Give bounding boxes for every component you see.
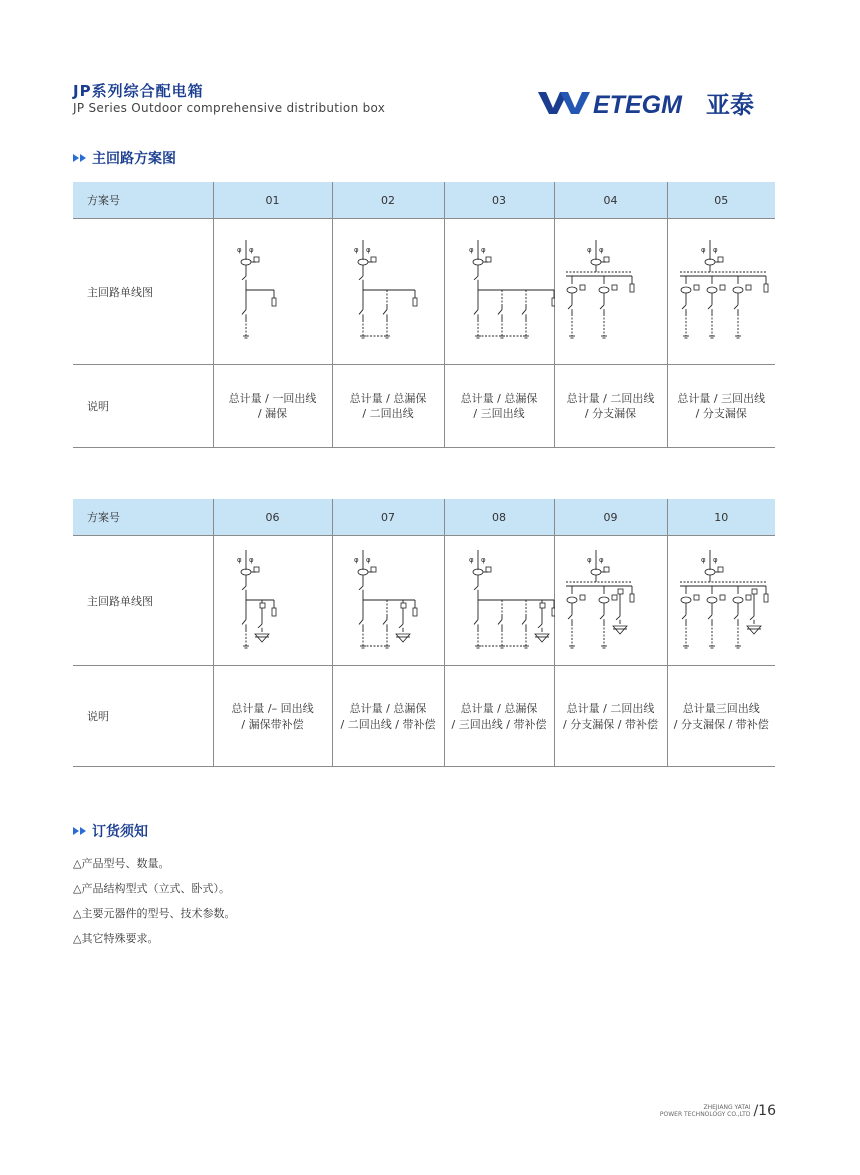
desc-line: / 分支漏保 / 带补偿: [563, 718, 658, 731]
arrester-icon: φ: [354, 245, 359, 254]
scheme-description: [554, 365, 667, 448]
circuit-diagram: [332, 536, 444, 666]
scheme-description: [332, 365, 444, 448]
wire-line: [474, 309, 478, 314]
scheme-no: 04: [554, 182, 667, 219]
list-item: △主要元器件的型号、技术参数。: [73, 907, 236, 920]
wire-line: [474, 619, 478, 624]
section-heading-order-notes: [73, 821, 148, 841]
svg-text:ETEGM: ETEGM: [593, 91, 682, 118]
scheme-no: 01: [213, 182, 332, 219]
meter-symbol: [604, 257, 609, 262]
wire-line: [359, 276, 363, 280]
arrester-icon: φ: [248, 245, 254, 254]
desc-label: 说明: [73, 666, 213, 767]
meter-symbol: [260, 603, 265, 608]
desc-line: / 三回出线: [473, 407, 525, 420]
ct-symbol: [733, 597, 743, 603]
capacitor-symbol: [396, 634, 410, 642]
arrester-icon: φ: [354, 555, 359, 564]
arrester-icon: φ: [468, 555, 474, 564]
meter-symbol: [486, 567, 491, 572]
arrester-icon: φ: [480, 555, 486, 564]
meter-symbol: [580, 595, 585, 600]
table-header-row: [73, 499, 775, 536]
arrester-icon: φ: [366, 555, 371, 564]
meter-symbol: [718, 567, 723, 572]
meter-symbol: [746, 285, 751, 290]
table-header-row: [73, 182, 775, 219]
scheme-no: 05: [667, 182, 775, 219]
circuit-diagram: [332, 219, 444, 365]
wire-line: [498, 619, 502, 624]
ct-symbol: [707, 597, 717, 603]
page-title: JP系列综合配电箱: [73, 82, 204, 100]
meter-symbol: [401, 603, 406, 608]
section-title: 订货须知: [92, 824, 148, 840]
meter-symbol: [694, 285, 699, 290]
circuit-diagram: [667, 536, 775, 666]
ct-symbol: [681, 287, 691, 293]
wire-line: [568, 614, 572, 618]
circuit-diagram: [444, 219, 554, 365]
arrester-icon: φ: [236, 555, 242, 564]
meter-symbol: [612, 595, 617, 600]
diagram-row: [73, 536, 775, 666]
circuit-diagram: [554, 536, 667, 666]
description-row: [73, 365, 775, 448]
list-item: △其它特殊要求。: [73, 932, 159, 945]
desc-line: / 漏保: [257, 407, 288, 420]
arrester-icon: φ: [366, 245, 371, 254]
list-item: △产品型号、数量。: [73, 857, 170, 870]
meter-symbol: [540, 603, 545, 608]
meter-symbol: [720, 595, 725, 600]
desc-line: / 分支漏保 / 带补偿: [673, 718, 769, 731]
ct-symbol: [733, 287, 743, 293]
arrester-icon: φ: [248, 555, 254, 564]
scheme-table-2: [73, 499, 775, 767]
wire-line: [600, 304, 604, 308]
wire-line: [242, 276, 246, 280]
arrester-icon: φ: [236, 245, 242, 254]
page-subtitle: JP Series Outdoor comprehensive distribution box: [73, 101, 386, 115]
double-arrow-icon: [73, 827, 86, 835]
fuse-symbol: [272, 608, 276, 616]
desc-line: 总计量 / 三回出线: [677, 392, 766, 405]
wire-line: [359, 309, 363, 314]
arrester-icon: φ: [598, 245, 604, 254]
capacitor-symbol: [613, 626, 627, 634]
meter-symbol: [720, 285, 725, 290]
scheme-description: [213, 365, 332, 448]
company-line: POWER TECHNOLOGY CO.,LTD: [659, 1111, 751, 1118]
wire-line: [682, 614, 686, 618]
wire-line: [242, 586, 246, 590]
wire-line: [474, 276, 478, 280]
ct-symbol: [707, 287, 717, 293]
desc-line: 总计量 / 总漏保: [349, 702, 427, 715]
wire-line: [383, 309, 387, 314]
wire-line: [734, 304, 738, 308]
wire-line: [522, 619, 526, 624]
scheme-description: [213, 666, 332, 767]
desc-line: 总计量三回出线: [682, 702, 760, 715]
capacitor-symbol: [535, 634, 549, 642]
company-line: ZHEJIANG YATAI: [703, 1104, 751, 1111]
ct-symbol: [567, 287, 577, 293]
meter-symbol: [752, 589, 757, 594]
capacitor-symbol: [747, 626, 761, 634]
wire-line: [568, 304, 572, 308]
meter-symbol: [371, 257, 376, 262]
brand-logo: [538, 86, 778, 118]
arrester-icon: φ: [712, 555, 718, 564]
arrester-icon: φ: [598, 555, 604, 564]
section-heading-main-circuit: [73, 148, 176, 168]
desc-line: 总计量 / 总漏保: [460, 392, 538, 405]
circuit-diagram: [667, 219, 775, 365]
ct-symbol: [599, 287, 609, 293]
arrester-icon: φ: [586, 245, 592, 254]
wire-line: [600, 614, 604, 618]
desc-label: 说明: [73, 365, 213, 448]
meter-symbol: [604, 567, 609, 572]
meter-symbol: [254, 567, 259, 572]
desc-line: / 三回出线 / 带补偿: [451, 718, 547, 731]
wire-line: [708, 304, 712, 308]
fuse-symbol: [630, 594, 634, 602]
wire-line: [734, 614, 738, 618]
meter-symbol: [254, 257, 259, 262]
arrester-icon: φ: [700, 555, 706, 564]
desc-line: / 二回出线 / 带补偿: [340, 718, 436, 731]
wire-line: [359, 586, 363, 590]
section-title: 主回路方案图: [92, 151, 176, 167]
arrester-icon: φ: [700, 245, 706, 254]
desc-line: / 漏保带补偿: [241, 718, 304, 731]
wire-line: [750, 616, 754, 620]
wire-line: [359, 619, 363, 624]
scheme-no: 08: [444, 499, 554, 536]
scheme-description: [667, 365, 775, 448]
wire-line: [383, 619, 387, 624]
meter-symbol: [486, 257, 491, 262]
wire-line: [242, 619, 246, 624]
meter-symbol: [618, 589, 623, 594]
desc-line: / 分支漏保: [584, 407, 637, 420]
meter-symbol: [371, 567, 376, 572]
scheme-no: 06: [213, 499, 332, 536]
circuit-diagram: [444, 536, 554, 666]
scheme-no: 09: [554, 499, 667, 536]
circuit-diagram: [213, 219, 332, 365]
header-label: 方案号: [73, 499, 213, 536]
meter-symbol: [718, 257, 723, 262]
meter-symbol: [746, 595, 751, 600]
svg-text:亚泰: 亚泰: [706, 91, 754, 118]
scheme-description: [444, 365, 554, 448]
wire-line: [399, 624, 403, 628]
wire-line: [498, 309, 502, 314]
wire-line: [708, 614, 712, 618]
header-label: 方案号: [73, 182, 213, 219]
page-number: /16: [753, 1103, 776, 1119]
meter-symbol: [580, 285, 585, 290]
arrester-icon: φ: [586, 555, 592, 564]
ct-symbol: [599, 597, 609, 603]
meter-symbol: [694, 595, 699, 600]
scheme-no: 07: [332, 499, 444, 536]
desc-line: 总计量 / 总漏保: [349, 392, 427, 405]
meter-symbol: [612, 285, 617, 290]
scheme-no: 03: [444, 182, 554, 219]
desc-line: 总计量 / 二回出线: [566, 702, 655, 715]
arrester-icon: φ: [712, 245, 718, 254]
circuit-diagram: [213, 536, 332, 666]
desc-line: 总计量 / 总漏保: [460, 702, 538, 715]
desc-line: / 二回出线: [362, 407, 414, 420]
capacitor-symbol: [255, 634, 269, 642]
fuse-symbol: [764, 284, 768, 292]
arrester-icon: φ: [468, 245, 474, 254]
wire-line: [242, 309, 246, 314]
wire-line: [474, 586, 478, 590]
scheme-table-1: [73, 182, 775, 448]
diagram-row: [73, 219, 775, 365]
list-item: △产品结构型式（立式、卧式）。: [73, 882, 230, 895]
wire-line: [258, 624, 262, 628]
wire-line: [682, 304, 686, 308]
scheme-no: 10: [667, 499, 775, 536]
company-name: [660, 1104, 751, 1118]
scheme-description: [667, 666, 775, 767]
fuse-symbol: [413, 298, 417, 306]
wire-line: [538, 624, 542, 628]
scheme-no: 02: [332, 182, 444, 219]
scheme-description: [444, 666, 554, 767]
desc-line: 总计量 / 二回出线: [566, 392, 655, 405]
fuse-symbol: [272, 298, 276, 306]
diagram-label: 主回路单线图: [73, 536, 213, 666]
order-notes-list: [73, 855, 235, 955]
description-row: [73, 666, 775, 767]
fuse-symbol: [413, 608, 417, 616]
ct-symbol: [567, 597, 577, 603]
arrester-icon: φ: [480, 245, 486, 254]
circuit-diagram: [554, 219, 667, 365]
scheme-description: [332, 666, 444, 767]
desc-line: 总计量 /– 回出线: [231, 702, 314, 715]
fuse-symbol: [764, 594, 768, 602]
desc-line: 总计量 / 一回出线: [228, 392, 317, 405]
wire-line: [616, 616, 620, 620]
desc-line: / 分支漏保: [695, 407, 747, 420]
scheme-description: [554, 666, 667, 767]
diagram-label: 主回路单线图: [73, 219, 213, 365]
ct-symbol: [681, 597, 691, 603]
fuse-symbol: [630, 284, 634, 292]
page-footer: [660, 1103, 776, 1119]
double-arrow-icon: [73, 154, 86, 162]
wire-line: [522, 309, 526, 314]
